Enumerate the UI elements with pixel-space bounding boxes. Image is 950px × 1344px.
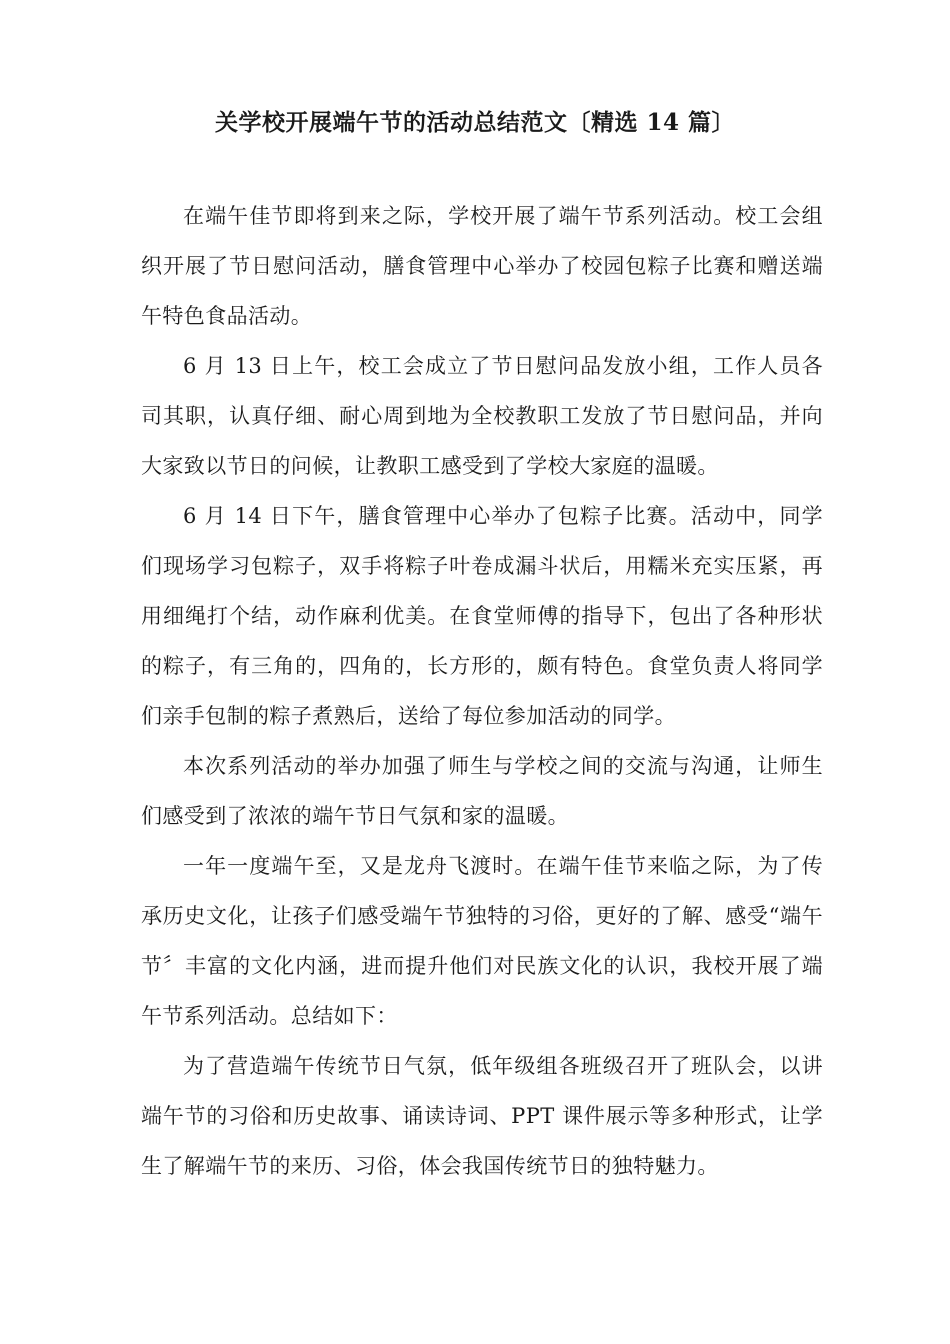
document-title: 关学校开展端午节的活动总结范文〔精选 14 篇〕: [214, 109, 736, 136]
paragraph: 本次系列活动的举办加强了师生与学校之间的交流与沟通，让师生们感受到了浓浓的端午节日气氛和家的温暖。: [141, 754, 823, 828]
paragraph: 一年一度端午至，又是龙舟飞渡时。在端午佳节来临之际，为了传承历史文化，让孩子们感受端午节独特的习俗，更好的了解、感受“端午节〞丰富的文化内涵，进而提升他们对民族文化的认识，我校开展了端午节系列活动。总结如下：: [141, 854, 823, 1028]
paragraph: 6 月 14 日下午，膳食管理中心举办了包粽子比赛。活动中，同学们现场学习包粽子，双手将粽子叶卷成漏斗状后，用糯米充实压紧，再用细绳打个结，动作麻利优美。在食堂师傅的指导下，包出了各种形状的粽子，有三角的，四角的，长方形的，颇有特色。食堂负责人将同学们亲手包制的粽子煮熟后，送给了每位参加活动的同学。: [141, 504, 823, 728]
paragraph: 在端午佳节即将到来之际，学校开展了端午节系列活动。校工会组织开展了节日慰问活动，膳食管理中心举办了校园包粽子比赛和赠送端午特色食品活动。: [141, 204, 823, 328]
paragraph: 6 月 13 日上午，校工会成立了节日慰问品发放小组，工作人员各司其职，认真仔细、耐心周到地为全校教职工发放了节日慰问品，并向大家致以节日的问候，让教职工感受到了学校大家庭的温暖。: [141, 354, 823, 478]
document-body: [141, 191, 823, 1191]
paragraph: 为了营造端午传统节日气氛，低年级组各班级召开了班队会，以讲端午节的习俗和历史故事、诵读诗词、PPT 课件展示等多种形式，让学生了解端午节的来历、习俗，体会我国传统节日的独特魅力。: [141, 1054, 823, 1178]
